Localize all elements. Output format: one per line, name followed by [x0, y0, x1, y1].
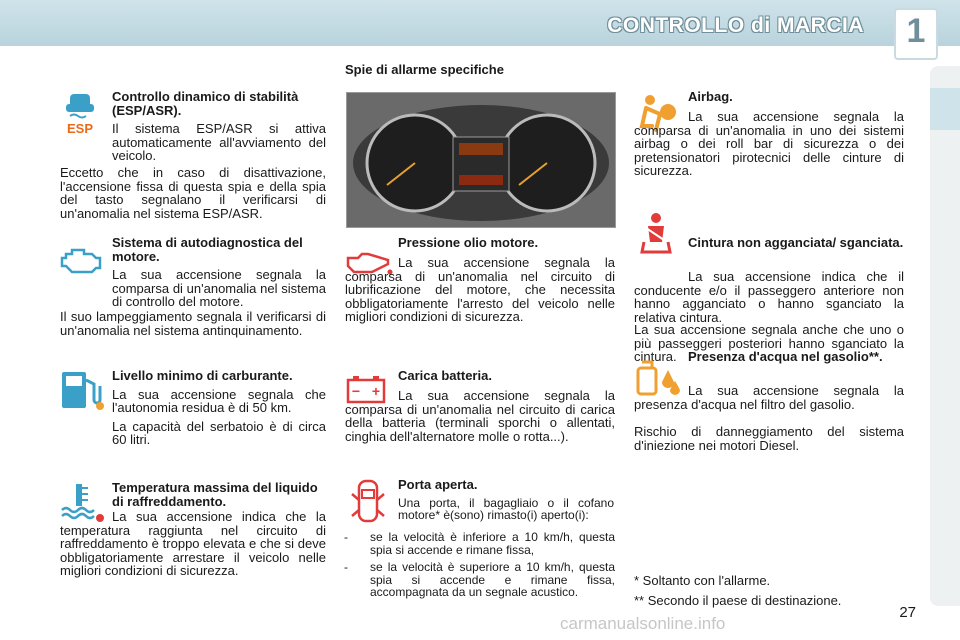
airbag-block-head — [688, 90, 904, 104]
door-bullet-dash-2: - — [344, 560, 348, 574]
footnote-alarm: * Soltanto con l'allarme. — [634, 573, 771, 588]
engine-icon — [60, 244, 102, 278]
water-text: La sua accensione segnala la presenza d'acqua nel filtro del gasolio. — [634, 383, 904, 412]
autodiag-note: Il suo lampeggiamento segnala il verificarsi di un'anomalia nel sistema antinquinamento. — [60, 309, 326, 338]
fuel-capacity: La capacità del serbatoio è di circa 60 litri. — [112, 418, 326, 447]
side-tabs — [930, 66, 960, 606]
door-bullets — [344, 531, 615, 599]
section-title: Spie di allarme specifiche — [345, 62, 504, 77]
coolant-block-head — [112, 481, 326, 508]
oil-title: Pressione olio motore. — [398, 235, 539, 250]
seatbelt-note: La sua accensione segnala anche che uno o più passeggeri posteriori hanno sganciato la cintura. — [634, 322, 904, 364]
seatbelt-icon — [638, 212, 676, 254]
coolant-text: La sua accensione indica che la temperatura raggiunta nel circuito di raffreddamento è troppo elevata e che si deve obbligatoriamente arrestare il veicolo nelle migliori condizioni di sicurezza. — [60, 509, 326, 578]
fuel-block — [112, 369, 326, 447]
chapter-number: 1 — [906, 12, 926, 50]
water-note: Rischio di danneggiamento del sistema d'iniezione nei motori Diesel. — [634, 424, 904, 453]
oil-block-head — [398, 236, 614, 250]
autodiag-text: La sua accensione segnala la comparsa di un'anomalia nel sistema di controllo del motore. — [112, 267, 326, 309]
open-door-car-icon — [350, 478, 386, 524]
door-text: Una porta, il bagagliaio o il cofano motore* è(sono) rimasto(i) aperto(i): — [398, 495, 614, 522]
airbag-text: La sua accensione segnala la comparsa di un'anomalia in uno dei sistemi airbag o dei roll bar di sicurezza o dei pretensionatori pirotecnici delle cinture di sicurezza. — [634, 109, 904, 178]
fuel-title: Livello minimo di carburante. — [112, 368, 293, 383]
instrument-cluster-image — [346, 92, 616, 228]
door-bullet-text-2: se la velocità è superiore a 10 km/h, questa spia si accende e rimane fissa, accompagnata da un segnale acustico. — [370, 560, 615, 599]
svg-text:+: + — [371, 383, 381, 399]
door-title: Porta aperta. — [398, 477, 478, 492]
oil-text: La sua accensione segnala la comparsa di un'anomalia nel circuito di lubrificazione del motore, che necessita obbligatoriamente l'arresto del veicolo nelle migliori condizioni di sicurezza. — [345, 255, 615, 324]
side-tab-active — [930, 88, 960, 130]
page-number: 27 — [899, 604, 916, 621]
svg-text:ESP: ESP — [66, 121, 94, 136]
battery-text: La sua accensione segnala la comparsa di un'anomalia nel circuito di carica della batteria (terminali sporchi o allentati, cinghia dell'alternatore molle o rotta...). — [345, 388, 615, 444]
fuel-pump-icon — [58, 368, 106, 414]
seatbelt-block-head — [688, 236, 904, 250]
esp-text: Il sistema ESP/ASR si attiva automaticamente all'avviamento del veicolo. — [112, 121, 326, 163]
door-bullet-dash-1: - — [344, 530, 348, 544]
coolant-title: Temperatura massima del liquido di raffreddamento. — [112, 480, 318, 509]
watermark: carmanualsonline.info — [560, 614, 726, 633]
esp-note: Eccetto che in caso di disattivazione, l'accensione fissa di questa spia e della spia del tasto segnalano il verificarsi di un'anomalia nel sistema ESP/ASR. — [60, 165, 326, 221]
svg-text:−: − — [351, 383, 361, 399]
airbag-title: Airbag. — [688, 89, 733, 104]
battery-title: Carica batteria. — [398, 368, 492, 383]
page-title: CONTROLLO di MARCIA — [607, 14, 864, 37]
seatbelt-text: La sua accensione indica che il conducente e/o il passeggero anteriore non hanno agganciato o hanno sganciato la relativa cintura. — [634, 269, 904, 325]
esp-block-head — [112, 90, 326, 163]
esp-skid-icon — [60, 92, 100, 136]
seatbelt-title: Cintura non agganciata/ sganciata. — [688, 235, 904, 250]
door-block-head — [398, 478, 614, 522]
battery-block-head — [398, 369, 614, 383]
water-block-head — [688, 350, 904, 364]
chapter-tab — [894, 8, 938, 60]
autodiag-block-head — [112, 236, 326, 309]
fuel-text: La sua accensione segnala che l'autonomia residua è di 50 km. — [112, 386, 326, 415]
door-bullet-2 — [344, 561, 615, 599]
esp-title: Controllo dinamico di stabilità (ESP/ASR). — [112, 89, 299, 118]
door-bullet-1 — [344, 531, 615, 556]
autodiag-title: Sistema di autodiagnostica del motore. — [112, 235, 303, 264]
door-bullet-text-1: se la velocità è inferiore a 10 km/h, questa spia si accende e rimane fissa, — [370, 530, 615, 557]
footnote-country: ** Secondo il paese di destinazione. — [634, 593, 842, 608]
water-title: Presenza d'acqua nel gasolio**. — [688, 349, 883, 364]
